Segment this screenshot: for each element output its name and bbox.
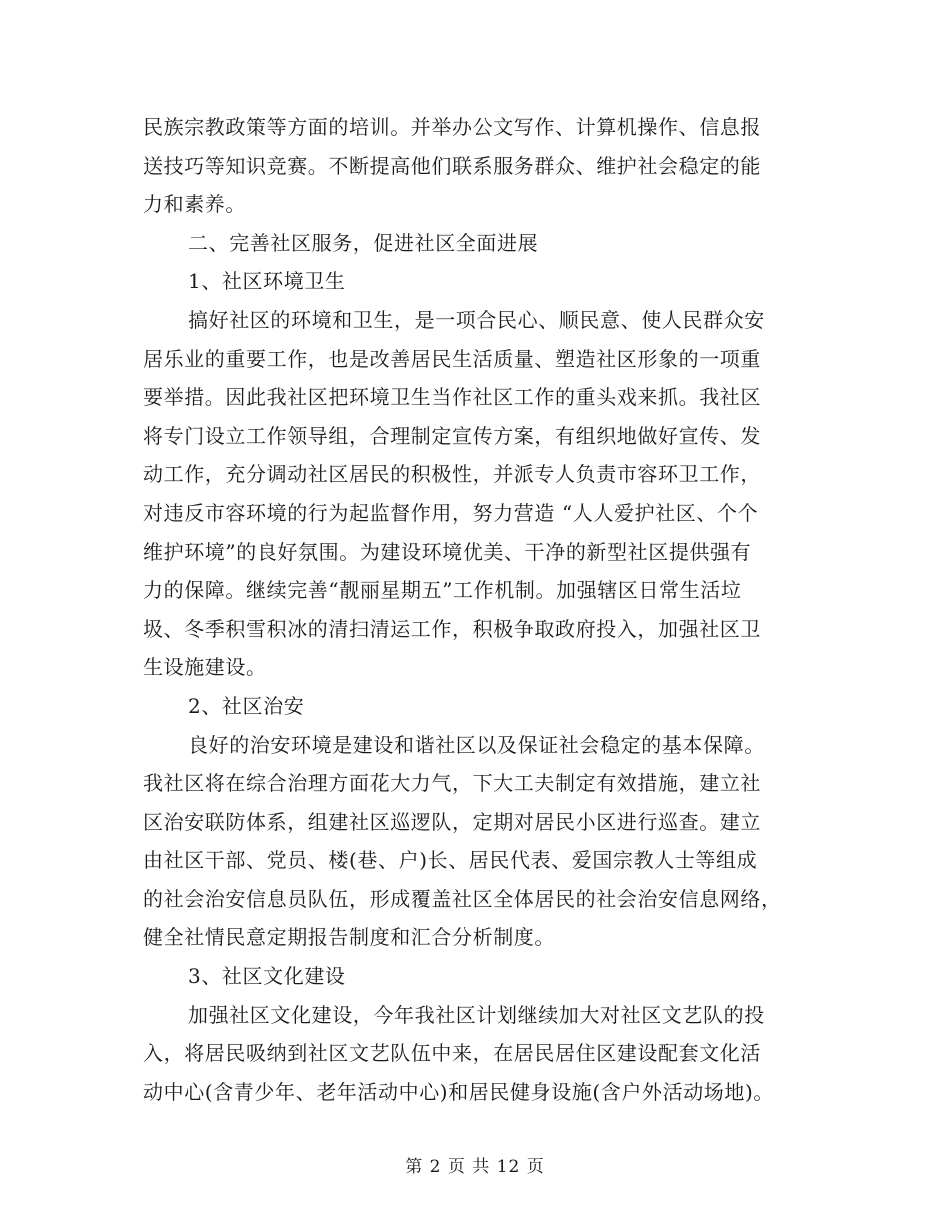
document-body bbox=[143, 108, 807, 1111]
text-line: 维护环境”的良好氛围。为建设环境优美、干净的新型社区提供强有 bbox=[143, 539, 752, 564]
text-line: 力和素养。 bbox=[143, 192, 246, 217]
text-line: 入，将居民吸纳到社区文艺队伍中来，在居民居住区建设配套文化活 bbox=[143, 1041, 761, 1066]
text-line: 1、社区环境卫生 bbox=[188, 269, 346, 294]
text-line: 搞好社区的环境和卫生，是一项合民心、顺民意、使人民群众安 bbox=[188, 307, 765, 332]
text-line: 3、社区文化建设 bbox=[188, 964, 346, 989]
text-line: 对违反市容环境的行为起监督作用，努力营造 “人人爱护社区、个个 bbox=[143, 500, 759, 525]
text-line: 力的保障。继续完善“靓丽星期五”工作机制。加强辖区日常生活垃 bbox=[143, 578, 742, 603]
text-line: 由社区干部、党员、楼(巷、户)长、居民代表、爱国宗教人士等组成 bbox=[143, 848, 758, 873]
text-line: 居乐业的重要工作，也是改善居民生活质量、塑造社区形象的一项重 bbox=[143, 346, 761, 371]
text-line: 送技巧等知识竞赛。不断提高他们联系服务群众、维护社会稳定的能 bbox=[143, 153, 761, 178]
text-line: 我社区将在综合治理方面花大力气，下大工夫制定有效措施，建立社 bbox=[143, 771, 761, 796]
text-line: 加强社区文化建设，今年我社区计划继续加大对社区文艺队的投 bbox=[188, 1002, 765, 1027]
text-line: 圾、冬季积雪积冰的清扫清运工作，积极争取政府投入，加强社区卫 bbox=[143, 616, 761, 641]
text-line: 将专门设立工作领导组，合理制定宣传方案，有组织地做好宣传、发 bbox=[143, 423, 761, 448]
text-line: 的社会治安信息员队伍，形成覆盖社区全体居民的社会治安信息网络， bbox=[143, 886, 782, 911]
page-footer: 第 2 页 共 12 页 bbox=[405, 1157, 545, 1177]
text-line: 生设施建设。 bbox=[143, 655, 267, 680]
text-line: 健全社情民意定期报告制度和汇合分析制度。 bbox=[143, 925, 555, 950]
text-line: 要举措。因此我社区把环境卫生当作社区工作的重头戏来抓。我社区 bbox=[143, 385, 761, 410]
text-line: 良好的治安环境是建设和谐社区以及保证社会稳定的基本保障。 bbox=[188, 732, 765, 757]
text-line: 二、完善社区服务，促进社区全面进展 bbox=[188, 230, 539, 255]
text-line: 动工作，充分调动社区居民的积极性，并派专人负责市容环卫工作， bbox=[143, 462, 761, 487]
text-line: 民族宗教政策等方面的培训。并举办公文写作、计算机操作、信息报 bbox=[143, 115, 761, 139]
text-line: 区治安联防体系，组建社区巡逻队，定期对居民小区进行巡查。建立 bbox=[143, 809, 761, 834]
text-line: 动中心(含青少年、老年活动中心)和居民健身设施(含户外活动场地)。 bbox=[143, 1079, 775, 1104]
text-line: 2、社区治安 bbox=[188, 693, 305, 718]
